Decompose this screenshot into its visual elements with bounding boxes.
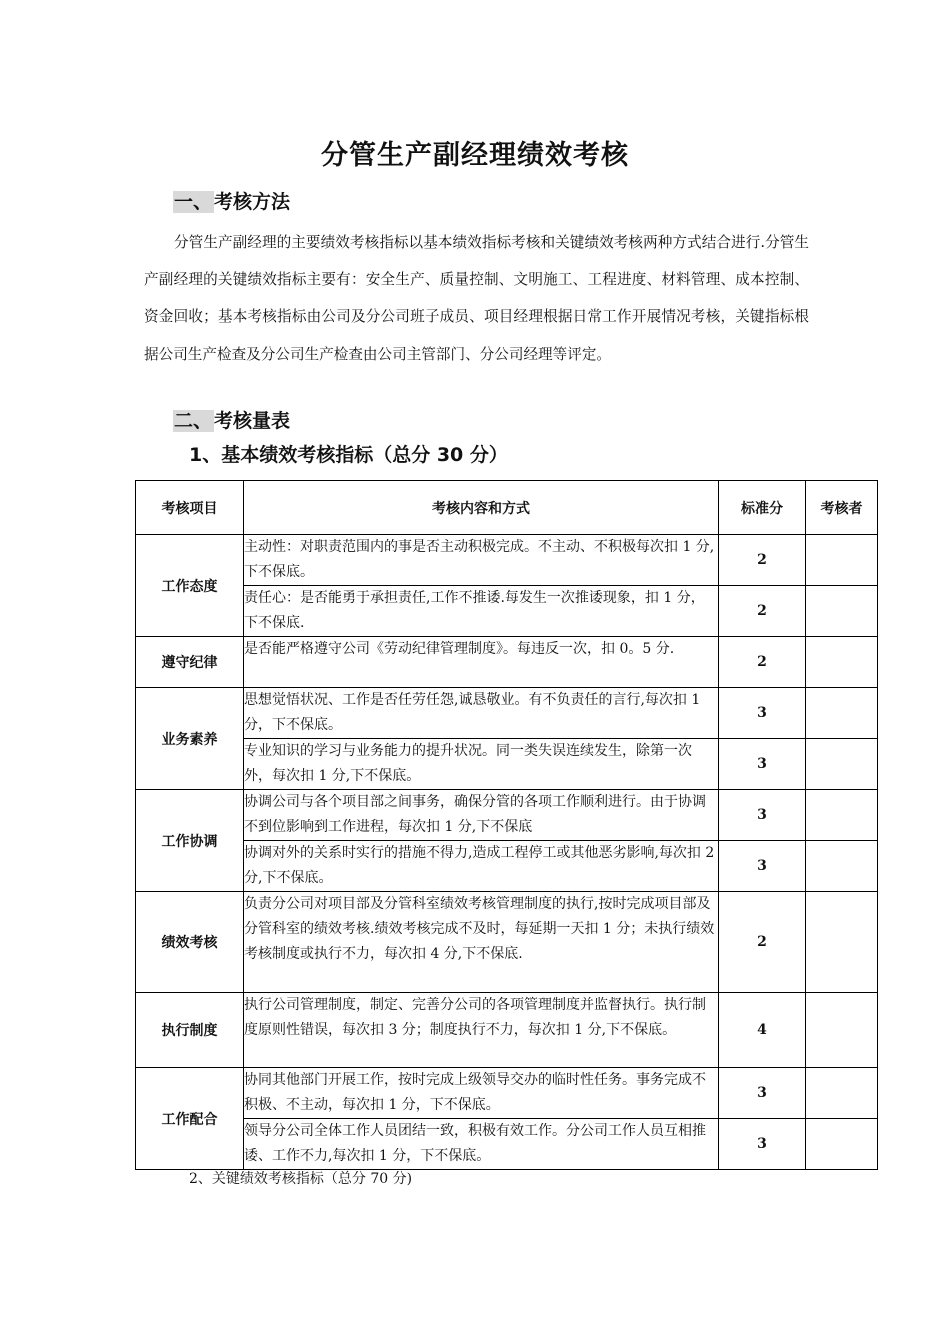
score-cell: 3 [719, 790, 806, 841]
score-cell: 3 [719, 688, 806, 739]
score-cell: 3 [719, 841, 806, 892]
content-cell: 专业知识的学习与业务能力的提升状况。同一类失误连续发生，除第一次外，每次扣 1 分,下不保底。 [244, 739, 719, 790]
assessor-cell[interactable] [806, 739, 878, 790]
table-row [136, 739, 878, 790]
content-cell: 主动性：对职责范围内的事是否主动积极完成。不主动、不积极每次扣 1 分,下不保底。 [244, 535, 719, 586]
content-cell: 协调对外的关系时实行的措施不得力,造成工程停工或其他恶劣影响,每次扣 2 分,下不保底。 [244, 841, 719, 892]
assessor-cell[interactable] [806, 1068, 878, 1119]
content-cell: 负责分公司对项目部及分管科室绩效考核管理制度的执行,按时完成项目部及分管科室的绩效考核.绩效考核完成不及时，每延期一天扣 1 分；未执行绩效考核制度或执行不力，每次扣 4 分,下不保底. [244, 892, 719, 993]
section-number: 二、 [174, 410, 213, 432]
assessor-cell[interactable] [806, 535, 878, 586]
score-cell: 3 [719, 1068, 806, 1119]
score-cell: 3 [719, 1119, 806, 1170]
table-row [136, 637, 878, 688]
assessor-cell[interactable] [806, 790, 878, 841]
section-label: 考核量表 [214, 410, 291, 432]
header-item: 考核项目 [136, 481, 244, 535]
item-cell: 工作协调 [136, 790, 244, 892]
kpi-table [135, 480, 878, 1170]
score-cell: 3 [719, 739, 806, 790]
score-cell: 2 [719, 535, 806, 586]
table-row [136, 993, 878, 1068]
assessor-cell[interactable] [806, 688, 878, 739]
assessor-cell[interactable] [806, 1119, 878, 1170]
header-assessor: 考核者 [806, 481, 878, 535]
item-cell: 业务素养 [136, 688, 244, 790]
score-cell: 2 [719, 892, 806, 993]
assessor-cell[interactable] [806, 637, 878, 688]
section-heading-method [173, 187, 290, 214]
item-cell: 遵守纪律 [136, 637, 244, 688]
table-row [136, 586, 878, 637]
table-row [136, 841, 878, 892]
paragraph-text: 分管生产副经理的主要绩效考核指标以基本绩效指标考核和关键绩效考核两种方式结合进行.分管生产副经理的关键绩效指标主要有：安全生产、质量控制、文明施工、工程进度、材料管理、成本控制、资金回收；基本考核指标由公司及分公司班子成员、项目经理根据日常工作开展情况考核，关键指标根据公司生产检查及分公司生产检查由公司主管部门、分公司经理等评定。 [144, 234, 809, 363]
content-cell: 领导分公司全体工作人员团结一致，积极有效工作。分公司工作人员互相推诿、工作不力,每次扣 1 分，下不保底。 [244, 1119, 719, 1170]
table-row [136, 688, 878, 739]
assessor-cell[interactable] [806, 993, 878, 1068]
item-cell: 执行制度 [136, 993, 244, 1068]
content-cell: 是否能严格遵守公司《劳动纪律管理制度》。每违反一次，扣 0。5 分. [244, 637, 719, 688]
table-row [136, 1119, 878, 1170]
content-cell: 协调公司与各个项目部之间事务，确保分管的各项工作顺利进行。由于协调不到位影响到工作进程，每次扣 1 分,下不保底 [244, 790, 719, 841]
item-cell: 工作态度 [136, 535, 244, 637]
table-row [136, 892, 878, 993]
assessor-cell[interactable] [806, 841, 878, 892]
document-title: 分管生产副经理绩效考核 [321, 140, 629, 171]
method-paragraph [144, 224, 809, 373]
table-row [136, 1068, 878, 1119]
score-cell: 2 [719, 586, 806, 637]
table-row [136, 535, 878, 586]
header-content: 考核内容和方式 [244, 481, 719, 535]
content-cell: 思想觉悟状况、工作是否任劳任怨,诚恳敬业。有不负责任的言行,每次扣 1 分，下不保底。 [244, 688, 719, 739]
score-cell: 2 [719, 637, 806, 688]
table-row [136, 790, 878, 841]
footer-key-kpi: 2、关键绩效考核指标（总分 70 分) [189, 1171, 413, 1187]
assessor-cell[interactable] [806, 892, 878, 993]
section-number: 一、 [174, 191, 213, 213]
subheading-basic-kpi: 1、基本绩效考核指标（总分 30 分） [189, 444, 508, 466]
section-heading-scale [173, 406, 290, 433]
item-cell: 工作配合 [136, 1068, 244, 1170]
score-cell: 4 [719, 993, 806, 1068]
content-cell: 协同其他部门开展工作，按时完成上级领导交办的临时性任务。事务完成不积极、不主动，每次扣 1 分，下不保底。 [244, 1068, 719, 1119]
table-header-row [136, 481, 878, 535]
header-score: 标准分 [719, 481, 806, 535]
content-cell: 执行公司管理制度，制定、完善分公司的各项管理制度并监督执行。执行制度原则性错误，每次扣 3 分；制度执行不力，每次扣 1 分,下不保底。 [244, 993, 719, 1068]
assessor-cell[interactable] [806, 586, 878, 637]
content-cell: 责任心：是否能勇于承担责任,工作不推诿.每发生一次推诿现象，扣 1 分，下不保底. [244, 586, 719, 637]
section-label: 考核方法 [214, 191, 291, 213]
item-cell: 绩效考核 [136, 892, 244, 993]
